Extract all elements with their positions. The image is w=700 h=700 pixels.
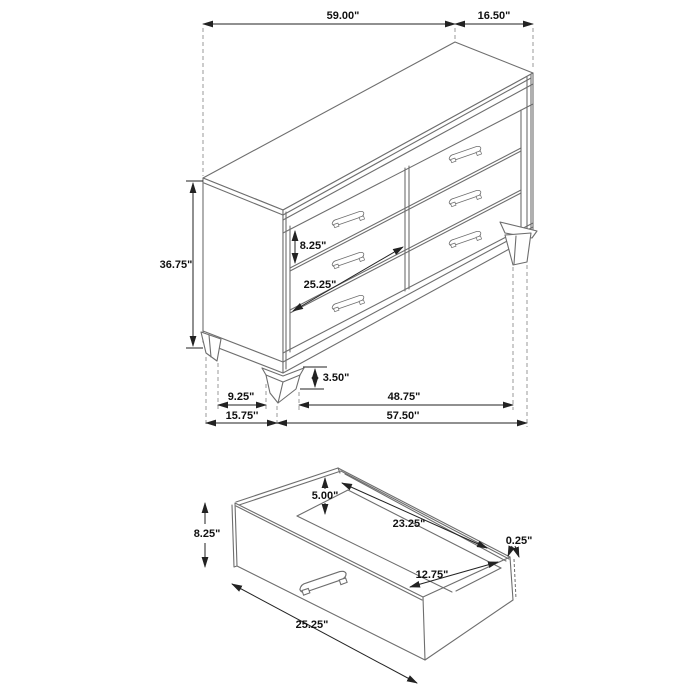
dim-leg-height: 3.50" [322, 372, 350, 384]
dresser-figure [160, 10, 537, 427]
dim-base-depth: 15.75'' [225, 410, 259, 422]
dim-drawer-front-height: 8.25" [299, 240, 327, 252]
dim-height: 36.75" [159, 259, 193, 271]
dim-leg-inset-depth: 9.25" [227, 391, 255, 403]
drawer-box-figure [194, 468, 533, 683]
dim-leg-span: 48.75" [387, 391, 421, 403]
dim-drawer-front-width: 25.25" [303, 279, 337, 291]
dim-drawerbox-inner-width: 23.25" [392, 518, 426, 530]
dim-top-width: 59.00" [326, 10, 360, 22]
dim-drawerbox-front-height: 8.25" [193, 528, 221, 540]
dim-drawerbox-front-width: 25.25" [295, 619, 329, 631]
dim-drawerbox-inner-depth: 12.75" [415, 569, 449, 581]
dim-drawerbox-wall-thickness: 0.25" [505, 535, 533, 547]
dim-drawerbox-inner-height: 5.00" [311, 490, 339, 502]
dim-base-width: 57.50'' [386, 410, 420, 422]
dim-top-depth: 16.50" [477, 10, 511, 22]
